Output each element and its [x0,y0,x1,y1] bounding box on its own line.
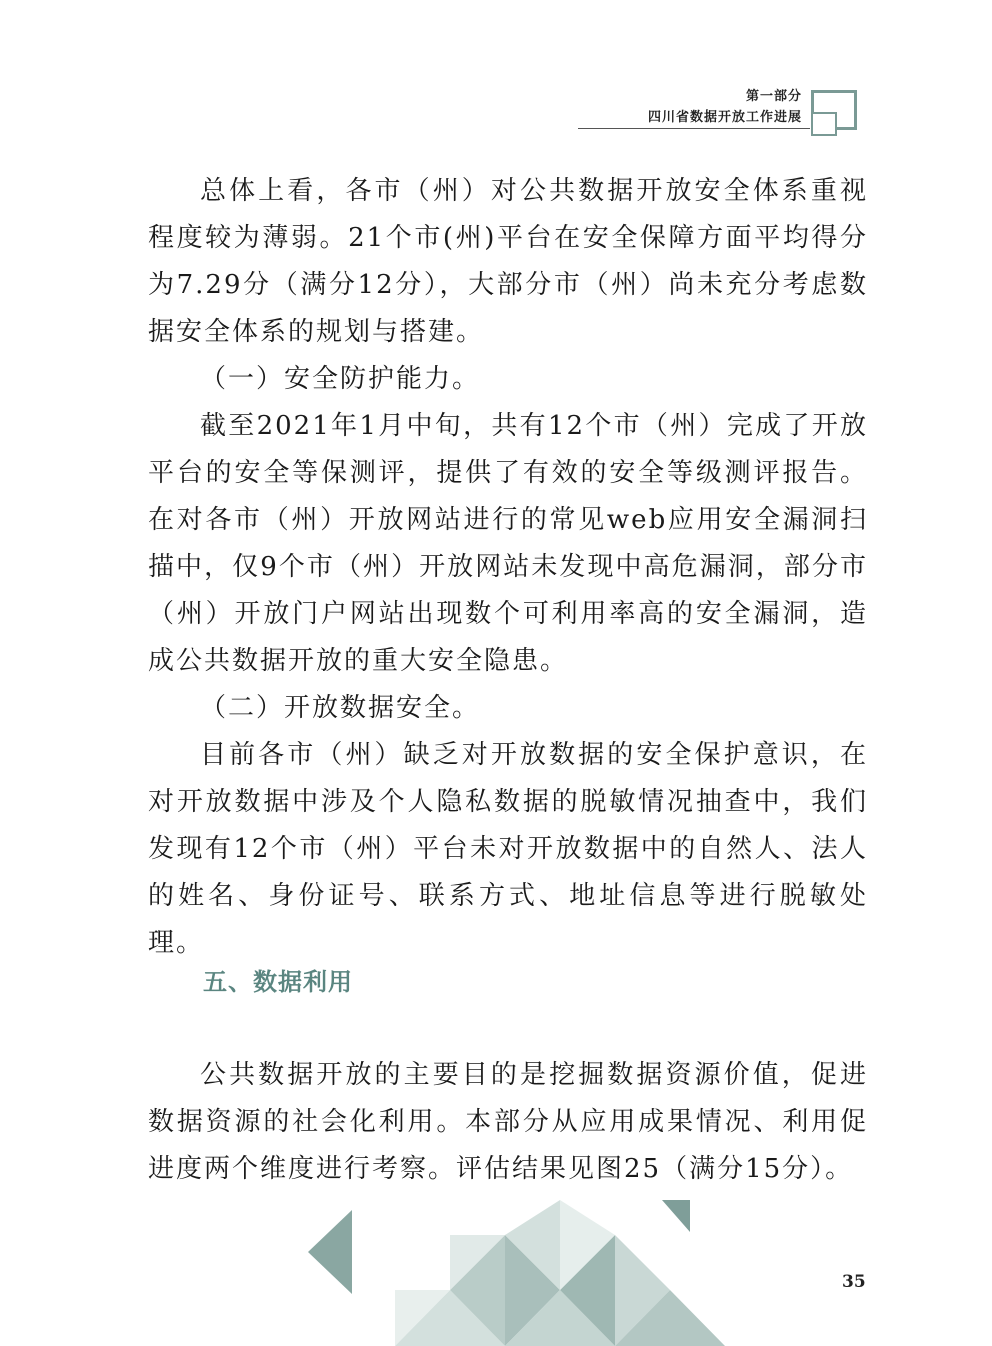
header-rule [578,128,810,129]
paragraph-security-protection: 截至2021年1月中旬，共有12个市（州）完成了开放平台的安全等保测评，提供了有效的安全等级测评报告。在对各市（州）开放网站进行的常见web应用安全漏洞扫描中，仅9个市（州）开放网站未发现中高危漏洞，部分市（州）开放门户网站出现数个可利用率高的安全漏洞，造成公共数据开放的重大安全隐患。 [148,411,868,676]
subheading-security-protection: （一）安全防护能力。 [200,364,481,394]
paragraph-data-security: 目前各市（州）缺乏对开放数据的安全保护意识，在对开放数据中涉及个人隐私数据的脱敏情况抽查中，我们发现有12个市（州）平台未对开放数据中的自然人、法人的姓名、身份证号、联系方式、地址信息等进行脱敏处理。 [148,740,868,958]
paragraph-overview: 总体上看，各市（州）对公共数据开放安全体系重视程度较为薄弱。21个市(州)平台在安全保障方面平均得分为7.29分（满分12分），大部分市（州）尚未充分考虑数据安全体系的规划与搭建。 [148,176,868,347]
deco-triangle-left [308,1210,352,1294]
paragraph-data-utilization: 公共数据开放的主要目的是挖掘数据资源价值，促进数据资源的社会化利用。本部分从应用成果情况、利用促进度两个维度进行考察。评估结果见图25（满分15分）。 [148,1060,868,1184]
subheading-data-security: （二）开放数据安全。 [200,693,481,723]
triangle-decoration [0,1190,992,1346]
body-text [148,168,868,967]
section-body [148,1052,868,1193]
section-title: 五、数据利用 [203,968,353,996]
header-decoration-square-small [811,112,837,136]
page-number: 35 [842,1272,866,1292]
header-part-label: 第一部分 [745,89,802,104]
deco-triangle-right [662,1200,690,1232]
header-chapter-title: 四川省数据开放工作进展 [647,110,802,125]
page-header [0,0,992,140]
